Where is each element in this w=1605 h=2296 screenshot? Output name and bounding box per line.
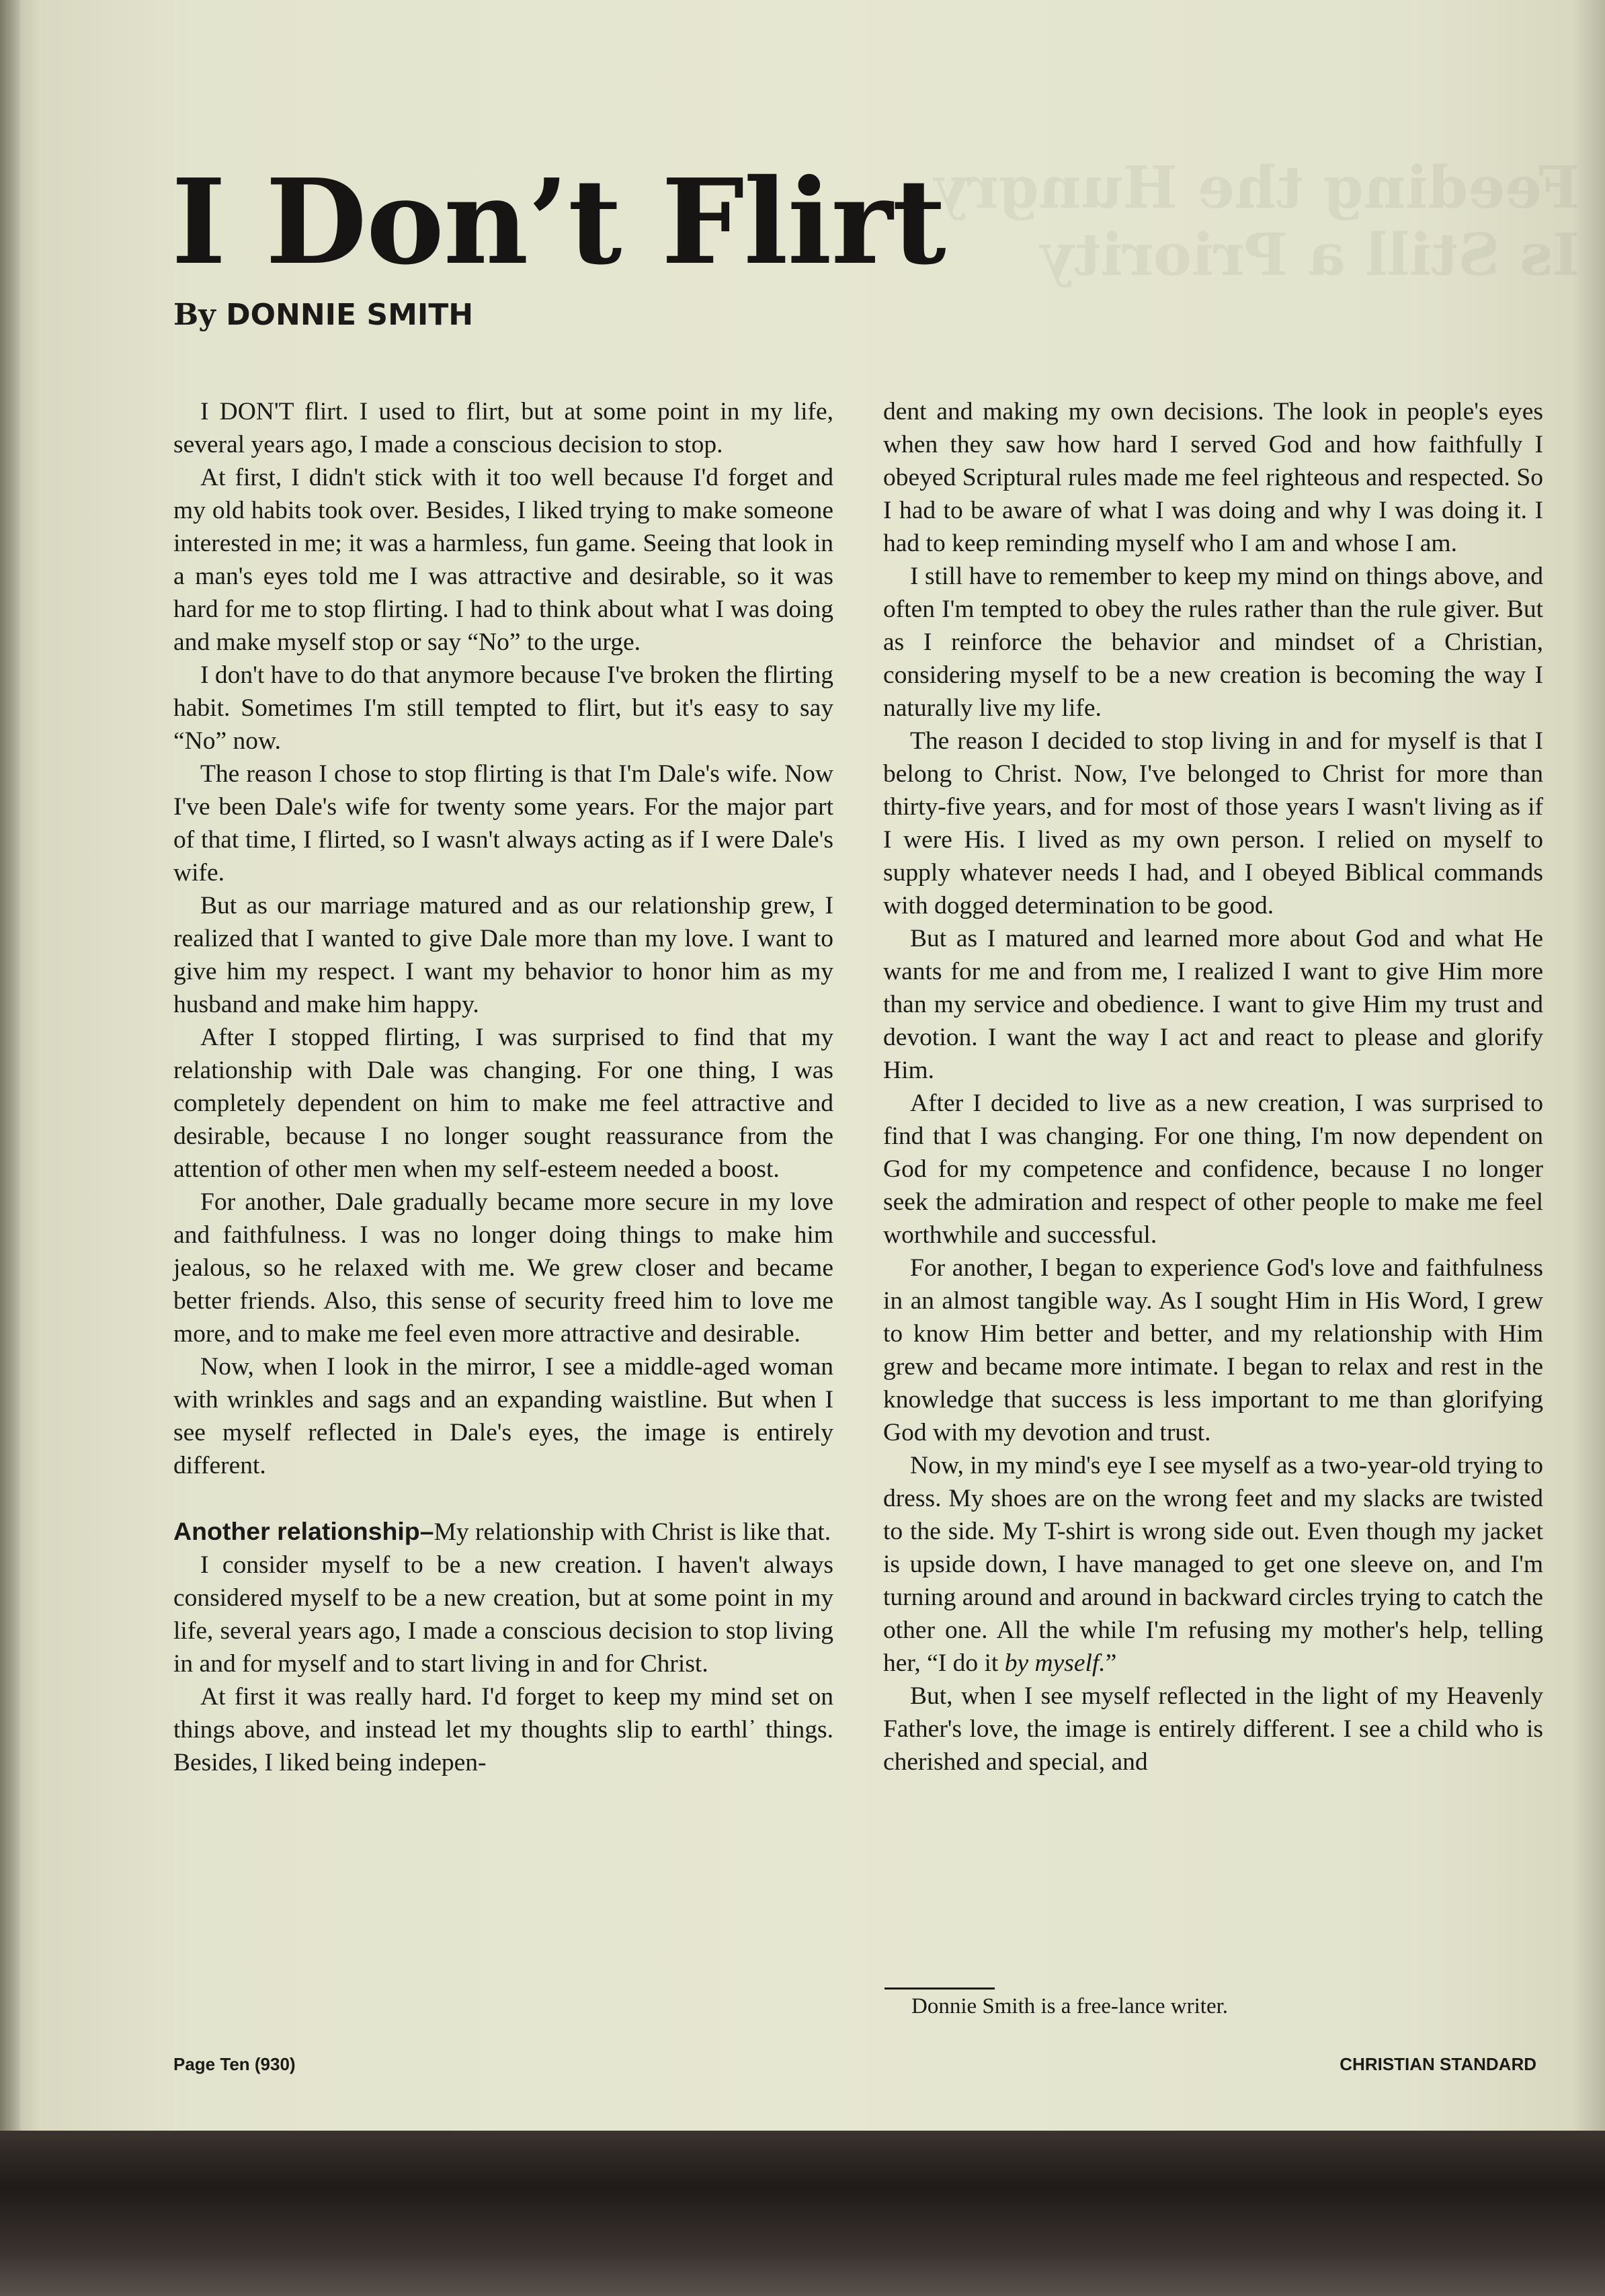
paragraph: But as our marriage matured and as our relationship grew, I realized that I wanted to give Dale more than my love. I want to give him my respect. I want my behavior to honor him as my husband and make him happy. xyxy=(173,892,833,1018)
article-column-left xyxy=(173,395,833,1779)
paragraph: I consider myself to be a new creation. I haven't always considered myself to be a new creation, but at some point in my life, several years ago, I made a conscious decision to stop living in and for myself and to start living in and for Christ. xyxy=(173,1551,833,1678)
gutter-shadow xyxy=(0,0,20,2131)
publication-name: CHRISTIAN STANDARD xyxy=(1340,2054,1536,2074)
page-number: Page Ten (930) xyxy=(173,2054,296,2074)
paragraph: But as I matured and learned more about God and what He wants for me and from me, I realized I want to give Him more than my service and obedience. I want to give Him my trust and devotion. I want the way I act and react to please and glorify Him. xyxy=(883,925,1543,1084)
paragraph: For another, Dale gradually became more secure in my love and faithfulness. I was no longer doing things to make him jealous, so he relaxed with me. We grew closer and became better friends. Also, this sense of security freed him to love me more, and to make me feel even more attractive and desirable. xyxy=(173,1188,833,1348)
subhead-text: My relationship with Christ is like that. xyxy=(434,1518,831,1546)
paragraph: At first it was really hard. I'd forget to keep my mind set on things above, and instead let my thoughts slip to earthl᾽ things. Besides, I liked being indepen- xyxy=(173,1683,833,1776)
paragraph: For another, I began to experience God's love and faithfulness in an almost tangible way. As I sought Him in His Word, I grew to know Him better and better, and my relationship with Him grew and became more intimate. I began to relax and rest in the knowledge that success is less important to me than glorifying God with my devotion and trust. xyxy=(883,1254,1543,1446)
paragraph-text: Now, in my mind's eye I see myself as a two-year-old trying to dress. My shoes are on the wrong feet and my slacks are twisted to the side. My T-shirt is wrong side out. Even though my jacket is upside down, I have managed to get one sleeve on, and I'm turning around and around in backward circles trying to catch the other one. All the while I'm refusing my mother's help, telling her, “I do it xyxy=(883,1452,1543,1677)
paragraph: I don't have to do that anymore because I've broken the flirting habit. Sometimes I'm still tempted to flirt, but it's easy to say “No” now. xyxy=(173,661,833,755)
emphasis: by myself. xyxy=(1004,1649,1106,1677)
paragraph: I still have to remember to keep my mind on things above, and often I'm tempted to obey the rules rather than the rule giver. But as I reinforce the behavior and mindset of a Christian, considering myself to be a new creation is becoming the way I naturally live my life. xyxy=(883,563,1543,722)
paragraph: After I stopped flirting, I was surprised to find that my relationship with Dale was changing. For one thing, I was completely dependent on him to make me feel attractive and desirable, because I no longer sought reassurance from the attention of other men when my self-esteem needed a boost. xyxy=(173,1024,833,1183)
article-title: I Don’t Flirt xyxy=(171,154,946,291)
author-footnote: Donnie Smith is a free-lance writer. xyxy=(911,1994,1229,2018)
paragraph: At first, I didn't stick with it too well because I'd forget and my old habits took over. Besides, I liked trying to make someone interested in me; it was a harmless, fun game. Seeing that look in a man's eyes told me I was attractive and desirable, so it was hard for me to stop flirting. I had to think about what I was doing and make myself stop or say “No” to the urge. xyxy=(173,464,833,656)
paragraph: The reason I chose to stop flirting is that I'm Dale's wife. Now I've been Dale's wife for twenty some years. For the major part of that time, I flirted, so I wasn't always acting as if I were Dale's wife. xyxy=(173,760,833,887)
subhead: Another relationship– xyxy=(173,1517,434,1545)
subhead-paragraph xyxy=(173,1515,833,1549)
scan-background xyxy=(0,2131,1605,2296)
section-spacer xyxy=(173,1482,833,1515)
show-through-text: Feeding the Hungry Is Still a Priority xyxy=(934,154,1579,289)
footnote-rule xyxy=(884,1987,995,1990)
byline xyxy=(173,297,473,333)
paragraph-text: ” xyxy=(1105,1649,1117,1677)
article-column-right xyxy=(883,395,1543,1778)
byline-prefix: By xyxy=(173,298,216,332)
paragraph: I DON'T flirt. I used to flirt, but at some point in my life, several years ago, I made a conscious decision to stop. xyxy=(173,398,833,458)
author-name: DONNIE SMITH xyxy=(226,298,474,332)
paragraph: The reason I decided to stop living in and for myself is that I belong to Christ. Now, I've belonged to Christ for more than thirty-five years, and for most of those years I wasn't living as if I were His. I lived as my own person. I relied on myself to supply whatever needs I had, and I obeyed Biblical commands with dogged determination to be good. xyxy=(883,727,1543,919)
paragraph xyxy=(883,1449,1543,1680)
paragraph: Now, when I look in the mirror, I see a middle-aged woman with wrinkles and sags and an expanding waistline. But when I see myself reflected in Dale's eyes, the image is entirely different. xyxy=(173,1353,833,1479)
paragraph: But, when I see myself reflected in the light of my Heavenly Father's love, the image is entirely different. I see a child who is cherished and special, and xyxy=(883,1682,1543,1776)
paragraph-continuation: dent and making my own decisions. The look in people's eyes when they saw how hard I served God and how faithfully I obeyed Scriptural rules made me feel righteous and respected. So I had to be aware of what I was doing and why I was doing it. I had to keep reminding myself who I am and whose I am. xyxy=(883,398,1543,557)
paragraph: After I decided to live as a new creation, I was surprised to find that I was changing. For one thing, I'm now dependent on God for my competence and confidence, because I no longer seek the admiration and respect of other people to make me feel worthwhile and successful. xyxy=(883,1090,1543,1249)
